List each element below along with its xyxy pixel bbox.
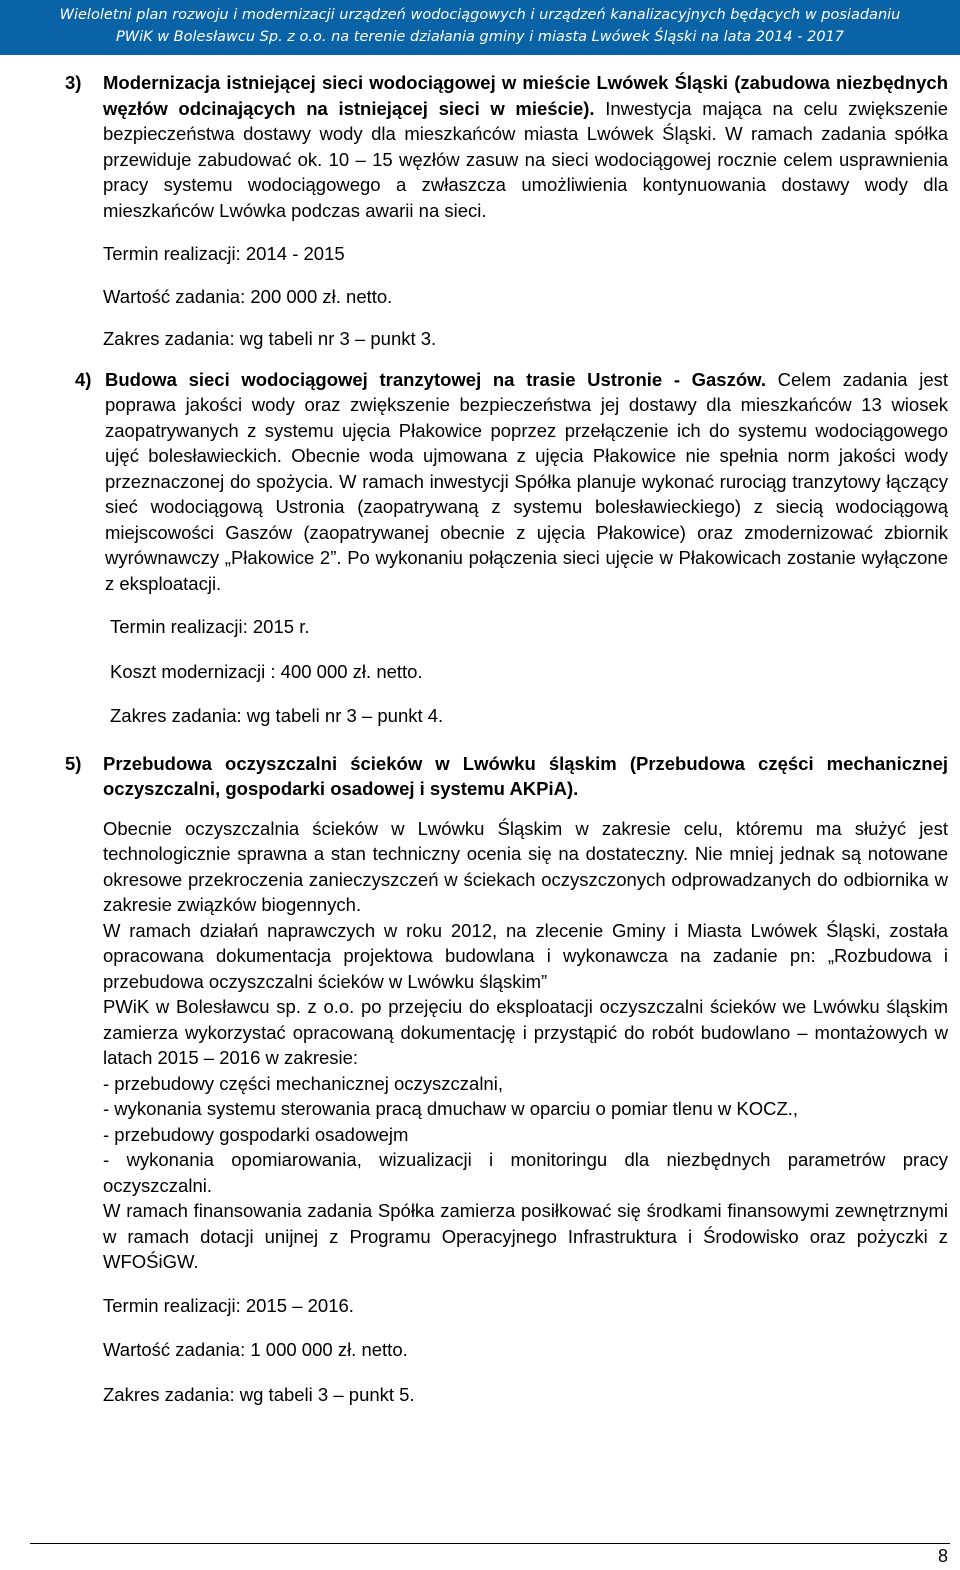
term-line: Termin realizacji: 2015 – 2016. (103, 1294, 354, 1316)
value-line: Wartość zadania: 1 000 000 zł. netto. (103, 1339, 408, 1360)
page-number: 8 (937, 1546, 948, 1566)
header-line-1: Wieloletni plan rozwoju i modernizacji urządzeń wodociągowych i urządzeń kanalizacyjnych będących w posiadaniu (59, 7, 901, 23)
section-number: 4) (75, 368, 92, 390)
document-header (0, 0, 960, 55)
bullet-item: - przebudowy gospodarki osadowejm (103, 1123, 409, 1145)
header-line-2: PWiK w Bolesławcu Sp. z o.o. na terenie działania gminy i miasta Lwówek Śląski na lata 2014 - 2017 (115, 29, 844, 45)
body-paragraph: PWiK w Bolesławcu sp. z o.o. po przejęciu do eksploatacji oczyszczalni ścieków we Lwówku śląskim zamierza wykorzystać opracowaną dokumentację i przystąpić do robót budowlano – montażowych w latach 2015 – 2016 w zakresie: (103, 996, 948, 1068)
section-title: Modernizacja istniejącej sieci wodociągowej w mieście Lwówek Śląski (zabudowa niezbędnych węzłów odcinających na istniejącej sieci w mieście). (103, 72, 948, 119)
section-5 (65, 751, 948, 1408)
section-title: Budowa sieci wodociągowej tranzytowej na trasie Ustronie - Gaszów. (105, 368, 766, 390)
footer-rule (30, 1543, 950, 1544)
bullet-item: - wykonania systemu sterowania pracą dmuchaw w oparciu o pomiar tlenu w KOCZ., (103, 1098, 799, 1119)
term-line: Termin realizacji: 2015 r. (110, 616, 310, 637)
scope-line: Zakres zadania: wg tabeli nr 3 – punkt 3. (103, 328, 437, 349)
section-title: Przebudowa oczyszczalni ścieków w Lwówku śląskim (Przebudowa części mechanicznej oczyszczalni, gospodarki osadowej i systemu AKPiA). (103, 752, 948, 799)
section-paragraph (105, 367, 948, 597)
section-body (103, 816, 948, 1275)
section-number: 5) (65, 752, 82, 774)
body-paragraph: Obecnie oczyszczalnia ścieków w Lwówku Śląskim w zakresie celu, któremu ma służyć jest technologicznie sprawna a stan techniczny ocenia się na dostateczny. Nie mniej jednak są notowane okresowe przekroczenia zanieczyszczeń w ściekach oczyszczonych odprowadzanych do odbiornika w zakresie związków biogennych. (103, 817, 948, 915)
section-body: Celem zadania jest poprawa jakości wody oraz zwiększenie bezpieczeństwa jej dostawy dla mieszkańców 13 wiosek zaopatrywanych z systemu ujęcia Płakowice poprzez przełączenie ich do systemu wodociągowego ujęć bolesławieckich. Obecnie woda ujmowana z ujęcia Płakowice nie spełnia norm jakości wody przeznaczonej do spożycia. W ramach inwestycji Spółka planuje wykonać rurociąg tranzytowy łączący sieć wodociągową Ustronia (zaopatrywaną z systemu bolesławieckiego) z siecią wodociągową miejscowości Gaszów (zaopatrywanej obecnie z ujęcia Płakowice) oraz zmodernizować zbiornik wyrównawczy „Płakowice 2”. Po wykonaniu połączenia sieci ujęcie w Płakowicach zostanie wyłączone z eksploatacji. (105, 368, 948, 594)
value-line: Wartość zadania: 200 000 zł. netto. (103, 285, 393, 307)
document-body (65, 70, 948, 1407)
bullet-item: - wykonania opomiarowania, wizualizacji i monitoringu dla niezbędnych parametrów pracy oczyszczalni. (103, 1149, 948, 1196)
section-body: Inwestycja mająca na celu zwiększenie bezpieczeństwa dostawy wody dla mieszkańców miasta Lwówek Śląski. W ramach zadania spółka przewiduje zabudować ok. 10 – 15 węzłów zasuw na sieci wodociągowej rocznie celem usprawnienia pracy systemu wodociągowego a zwłaszcza umożliwienia kontynuowania dostawy wody dla mieszkańców Lwówka podczas awarii na sieci. (103, 97, 948, 221)
value-line: Koszt modernizacji : 400 000 zł. netto. (110, 660, 423, 682)
bullet-item: - przebudowy części mechanicznej oczyszczalni, (103, 1072, 503, 1094)
section-paragraph (103, 70, 948, 223)
scope-line: Zakres zadania: wg tabeli 3 – punkt 5. (103, 1383, 415, 1405)
term-line: Termin realizacji: 2014 - 2015 (103, 243, 345, 264)
body-paragraph: W ramach finansowania zadania Spółka zamierza posiłkować się środkami finansowymi zewnętrznymi w ramach dotacji unijnej z Programu Operacyjnego Infrastruktura i Środowisko oraz pożyczki z WFOŚiGW. (103, 1200, 948, 1272)
scope-line: Zakres zadania: wg tabeli nr 3 – punkt 4. (110, 705, 444, 726)
section-number: 3) (65, 72, 82, 93)
body-paragraph: W ramach działań naprawczych w roku 2012, na zlecenie Gminy i Miasta Lwówek Śląski, została opracowana dokumentacja projektowa budowlana i wykonawcza na zadanie pn: „Rozbudowa i przebudowa oczyszczalni ścieków w Lwówku śląskim” (103, 919, 948, 992)
section-4 (65, 367, 948, 729)
section-3 (65, 70, 948, 352)
